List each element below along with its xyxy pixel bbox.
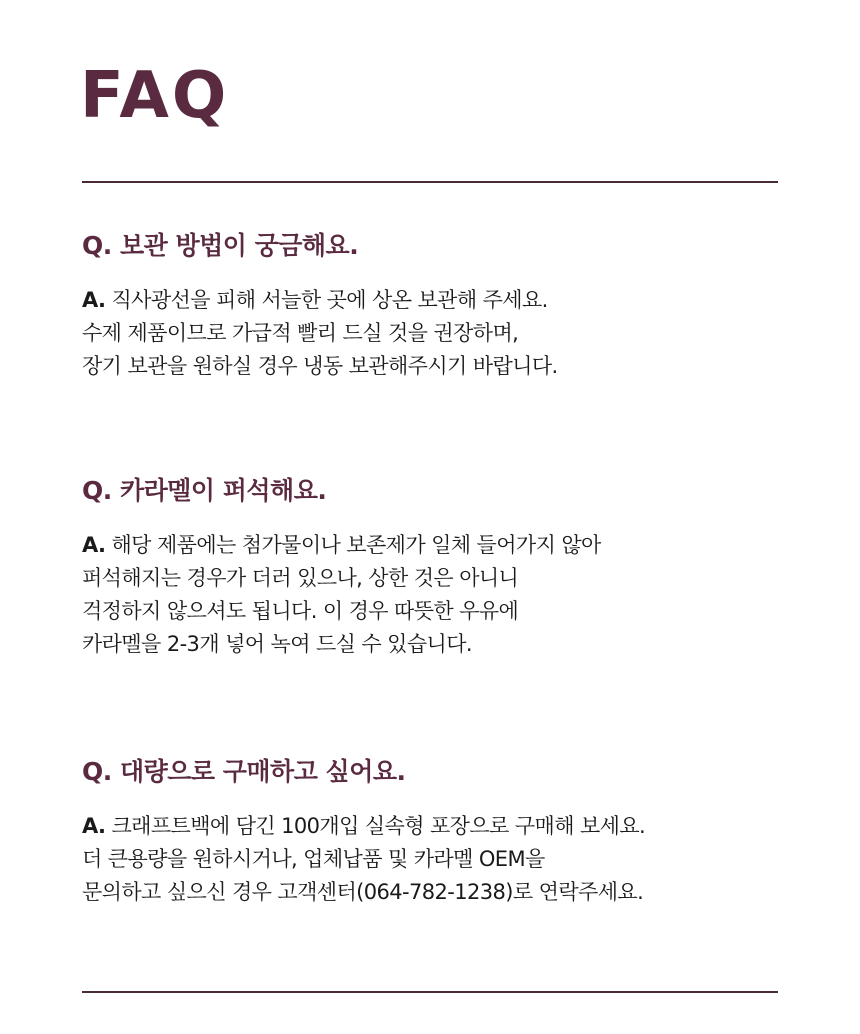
faq-question: Q. 카라멜이 퍼석해요. (82, 476, 327, 505)
answer-line (82, 529, 822, 562)
faq-question: Q. 대량으로 구매하고 싶어요. (82, 757, 406, 786)
faq-question: Q. 보관 방법이 궁금해요. (82, 231, 359, 260)
answer-prefix: A. (82, 533, 106, 557)
faq-answer (82, 284, 822, 383)
answer-line: 걱정하지 않으셔도 됩니다. 이 경우 따뜻한 우유에 (82, 599, 519, 623)
answer-line: 수제 제품이므로 가급적 빨리 드실 것을 권장하며, (82, 321, 519, 345)
faq-item-texture (82, 473, 822, 661)
answer-prefix: A. (82, 288, 106, 312)
faq-item-bulk-order (82, 754, 822, 909)
faq-answer (82, 529, 822, 661)
answer-text: 해당 제품에는 첨가물이나 보존제가 일체 들어가지 않아 (105, 533, 601, 557)
answer-line: 카라멜을 2-3개 넣어 녹여 드실 수 있습니다. (82, 632, 473, 656)
answer-text: 크래프트백에 담긴 100개입 실속형 포장으로 구매해 보세요. (105, 814, 646, 838)
answer-line (82, 284, 822, 317)
faq-item-storage (82, 228, 822, 383)
answer-text: 직사광선을 피해 서늘한 곳에 상온 보관해 주세요. (105, 288, 548, 312)
answer-line: 장기 보관을 원하실 경우 냉동 보관해주시기 바랍니다. (82, 354, 558, 378)
answer-line (82, 810, 822, 843)
answer-line: 문의하고 싶으신 경우 고객센터(064-782-1238)로 연락주세요. (82, 880, 644, 904)
answer-line: 더 큰용량을 원하시거나, 업체납품 및 카라멜 OEM을 (82, 847, 545, 871)
faq-answer (82, 810, 822, 909)
answer-prefix: A. (82, 814, 106, 838)
bottom-divider (82, 991, 778, 993)
answer-line: 퍼석해지는 경우가 더러 있으나, 상한 것은 아니니 (82, 566, 519, 590)
page-title: FAQ (80, 59, 230, 133)
top-divider (82, 181, 778, 183)
